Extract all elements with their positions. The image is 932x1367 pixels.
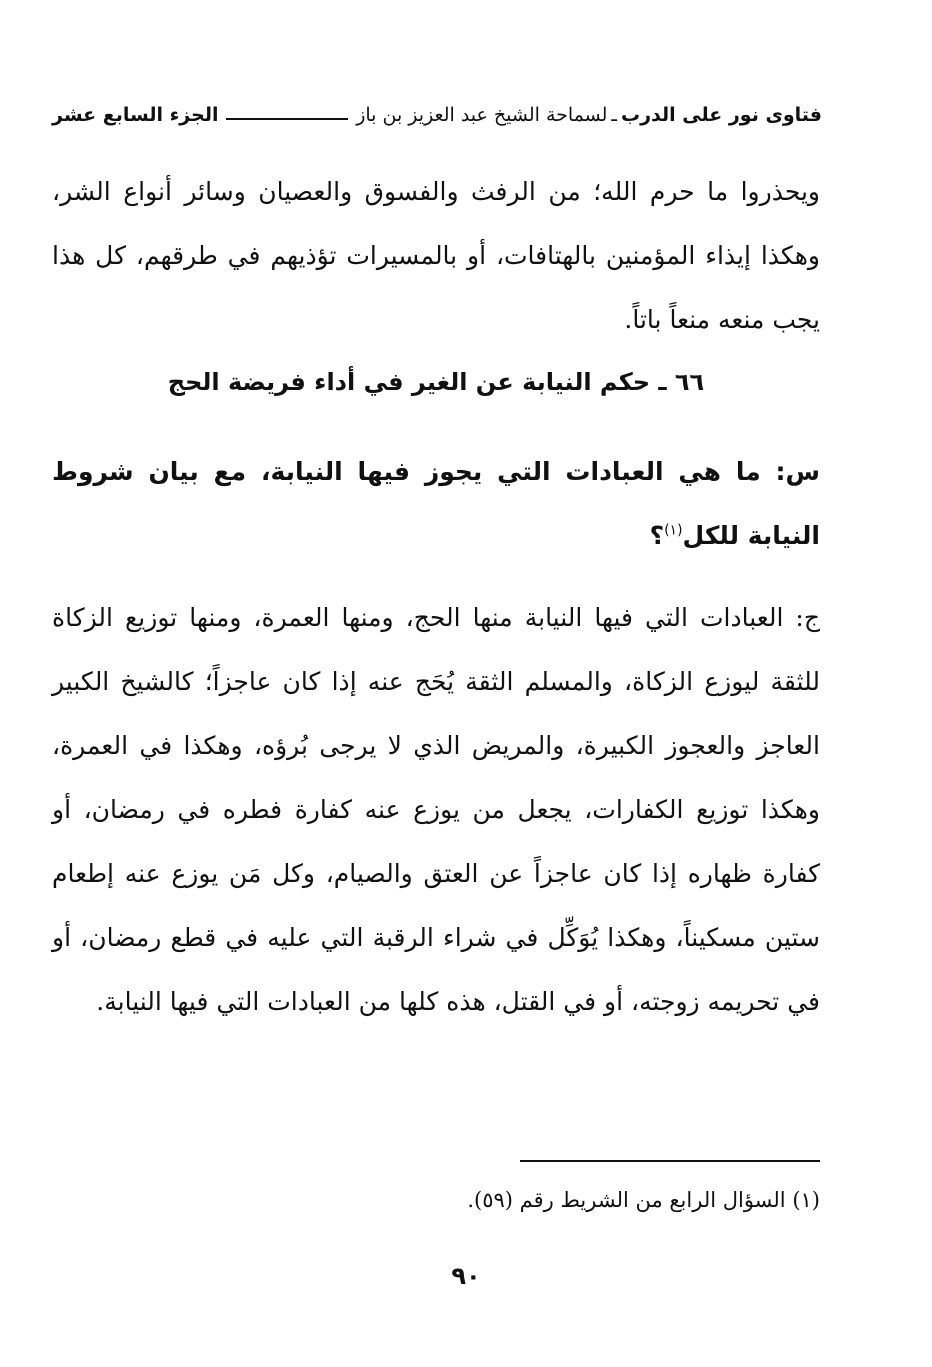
header-separator: ـ <box>611 104 617 126</box>
header-rule <box>226 118 348 120</box>
running-header <box>52 98 822 132</box>
question-text: س: ما هي العبادات التي يجوز فيها النيابة، مع بيان شروط النيابة للكل <box>52 457 820 550</box>
section-heading: ٦٦ ـ حكم النيابة عن الغير في أداء فريضة الحج <box>167 368 705 396</box>
answer-paragraph: ج: العبادات التي فيها النيابة منها الحج، ومنها العمرة، ومنها توزيع الزكاة للثقة ليوزع الزكاة، والمسلم الثقة يُحَج عنه إذا كان عاجزاً؛ كالشيخ الكبير العاجز والعجوز الكبيرة، والمريض الذي لا يرجى بُرؤه، وهكذا في العمرة، وهكذا توزيع الكفارات، يجعل من يوزع عنه كفارة فطره في رمضان، أو كفارة ظهاره إذا كان عاجزاً عن العتق والصيام، وكل مَن يوزع عنه إطعام ستين مسكيناً، وهكذا يُوَكِّل في شراء الرقبة التي عليه في قطع رمضان، أو في تحريمه زوجته، أو في القتل، هذه كلها من العبادات التي فيها النيابة. <box>52 603 820 1016</box>
question-end: ؟ <box>649 521 665 550</box>
continuation-paragraph: ويحذروا ما حرم الله؛ من الرفث والفسوق والعصيان وسائر أنواع الشر، وهكذا إيذاء المؤمنين بالهتافات، أو بالمسيرات تؤذيهم في طرقهم، كل هذا يجب منعه منعاً باتاً. <box>52 177 820 334</box>
footnote-rule <box>520 1160 820 1162</box>
page-number: ٩٠ <box>451 1262 481 1290</box>
footnote: (١) السؤال الرابع من الشريط رقم (٥٩). <box>467 1188 820 1212</box>
question-paragraph <box>52 440 820 568</box>
header-volume: الجزء السابع عشر <box>52 104 219 126</box>
header-series-title: فتاوى نور على الدرب <box>621 104 822 126</box>
footnote-reference[interactable]: (١) <box>664 522 683 539</box>
header-author: لسماحة الشيخ عبد العزيز بن باز <box>356 104 608 126</box>
